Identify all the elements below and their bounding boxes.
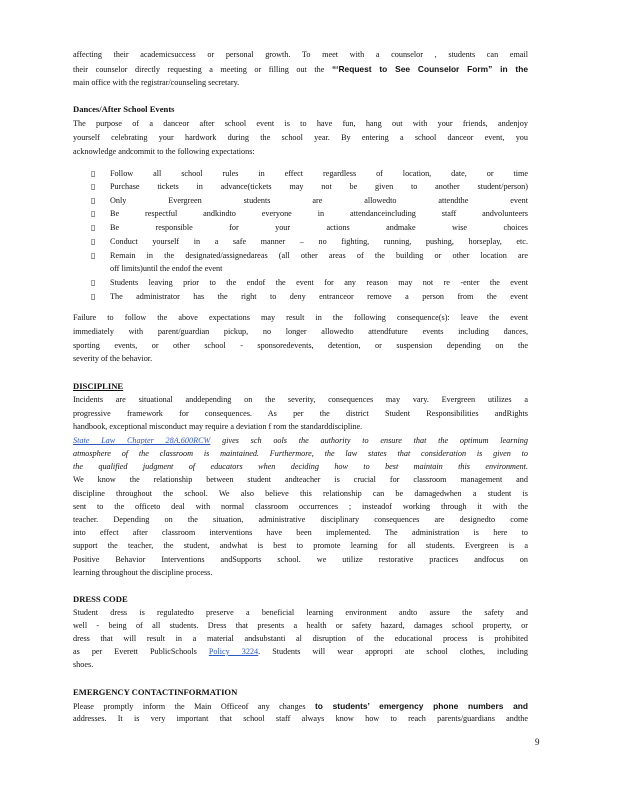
emergency-heading: EMERGENCY CONTACTINFORMATION bbox=[73, 687, 238, 697]
expectation-item: Be responsible for your actions andmake wise choices bbox=[110, 223, 528, 232]
counselor-form-name: “‘Request to See Counselor Form” in the bbox=[331, 64, 528, 74]
dances-line-3: acknowledge andcommit to the following expectations: bbox=[73, 147, 255, 156]
failure-line-1: Failure to follow the above expectations may result in the following consequence(s): leave the event bbox=[73, 313, 528, 322]
failure-line-3: sporting events, or other school - sponsoredevents, detention, or suspension depending on the bbox=[73, 341, 528, 350]
dress-line-1: Student dress is regulatedto preserve a beneficial learning environment andto assure the safety and bbox=[73, 608, 528, 617]
discipline-line-14: learning throughout the discipline process. bbox=[73, 568, 213, 577]
bullet-icon: ▯ bbox=[91, 251, 96, 260]
bullet-icon: ▯ bbox=[91, 278, 96, 287]
dress-line-4-start: as per Everett PublicSchools bbox=[73, 647, 197, 656]
dances-line-2: yourself celebrating your hardwork during the school year. By entering a school danceor event, you bbox=[73, 133, 528, 142]
discipline-line-5: atmosphere of the classroom is maintained. Furthermore, the law states that consideration is given to bbox=[73, 449, 528, 458]
dress-line-5: shoes. bbox=[73, 660, 94, 669]
expectation-item: Follow all school rules in effect regardless of location, date, or time bbox=[110, 169, 528, 178]
policy-link[interactable]: Policy 3224 bbox=[208, 647, 259, 656]
discipline-line-4-text: gives sch ools the authority to ensure that the optimum learning bbox=[222, 436, 528, 445]
discipline-line-4 bbox=[73, 436, 528, 446]
discipline-line-6: the qualified judgment of educators when deciding how to best maintain this environment. bbox=[73, 462, 528, 471]
bullet-icon: ▯ bbox=[91, 237, 96, 246]
intro-line-3: main office with the registrar/counseling secretary. bbox=[73, 78, 240, 87]
emergency-emphasis: to students’ emergency phone numbers and bbox=[315, 701, 528, 711]
dress-code-heading: DRESS CODE bbox=[73, 594, 128, 604]
emergency-line-2: addresses. It is very important that school staff always know how to reach parents/guardians andthe bbox=[73, 714, 528, 723]
discipline-line-7: We know the relationship between student andteacher is crucial for classroom management and bbox=[73, 475, 528, 484]
failure-line-4: severity of the behavior. bbox=[73, 354, 153, 363]
bullet-icon: ▯ bbox=[91, 182, 96, 191]
bullet-icon: ▯ bbox=[91, 292, 96, 301]
discipline-line-13: Positive Behavior Interventions andSupports school. we utilize restorative practices andfocus on bbox=[73, 555, 528, 564]
emergency-line-1 bbox=[73, 701, 528, 712]
bullet-icon: ▯ bbox=[91, 196, 96, 205]
emergency-line-1-text: Please promptly inform the Main Officeof any changes bbox=[73, 702, 306, 711]
dress-line-4-end: . Students will wear appropri ate school clothes, including bbox=[258, 647, 528, 656]
intro-line-2-text: their counselor directly requesting a meeting or filling out the bbox=[73, 65, 325, 74]
discipline-line-12: support the teacher, the student, andwhat is best to promote learning for all students. Evergreen is a bbox=[73, 541, 528, 550]
bullet-icon: ▯ bbox=[91, 209, 96, 218]
expectation-item-continued: off limits)until the endof the event bbox=[110, 264, 223, 273]
expectation-item: The administrator has the right to deny entranceor remove a person from the event bbox=[110, 292, 528, 301]
discipline-line-8: discipline throughout the school. We also believe this relationship can be damagedwhen a student is bbox=[73, 489, 528, 498]
expectation-item: Only Evergreen students are allowedto attendthe event bbox=[110, 196, 528, 205]
dress-line-4 bbox=[73, 647, 528, 657]
dances-line-1: The purpose of a danceor after school event is to have fun, hang out with your friends, andenjoy bbox=[73, 119, 528, 128]
failure-line-2: immediately with parent/guardian pickup, no longer allowedto attendfuture events including dances, bbox=[73, 327, 528, 336]
discipline-line-2: progressive framework for consequences. As per the district Student Responsibilities andRights bbox=[73, 409, 528, 418]
page-number: 9 bbox=[535, 737, 540, 747]
discipline-heading: DISCIPLINE bbox=[73, 381, 124, 391]
expectation-item: Students leaving prior to the endof the event for any reason may not re -enter the event bbox=[110, 278, 528, 287]
state-law-link[interactable]: State Law Chapter 28A.600RCW bbox=[73, 436, 211, 445]
dress-line-2: well - being of all students. Dress that presents a health or safety hazard, damages school property, or bbox=[73, 621, 528, 630]
expectation-item: Conduct yourself in a safe manner – no fighting, running, pushing, horseplay, etc. bbox=[110, 237, 528, 246]
discipline-line-9: sent to the officeto deal with normal classroom occurrences ; insteadof working through it with the bbox=[73, 502, 528, 511]
dress-line-3: dress that will result in a material andsubstanti al disruption of the educational process is prohibited bbox=[73, 634, 528, 643]
bullet-icon: ▯ bbox=[91, 169, 96, 178]
expectation-item: Be respectful andkindto everyone in attendanceincluding staff andvolunteers bbox=[110, 209, 528, 218]
expectation-item: Purchase tickets in advance(tickets may not be given to another student/person) bbox=[110, 182, 528, 191]
discipline-line-11: into effect after classroom interventions have been implemented. The administration is here to bbox=[73, 528, 528, 537]
bullet-icon: ▯ bbox=[91, 223, 96, 232]
discipline-line-10: teacher. Depending on the situation, administrative disciplinary consequences are designedto come bbox=[73, 515, 528, 524]
intro-line-1: affecting their academicsuccess or personal growth. To meet with a counselor , students can email bbox=[73, 50, 528, 59]
dances-heading: Dances/After School Events bbox=[73, 104, 175, 114]
intro-line-2 bbox=[73, 64, 528, 75]
expectation-item: Remain in the designated/assignedareas (all other areas of the building or other location are bbox=[110, 251, 528, 260]
discipline-line-3: handbook, exceptional misconduct may require a deviation f rom the standarddiscipline. bbox=[73, 422, 363, 431]
discipline-line-1: Incidents are situational anddepending on the severity, consequences may vary. Evergreen utilizes a bbox=[73, 395, 528, 404]
